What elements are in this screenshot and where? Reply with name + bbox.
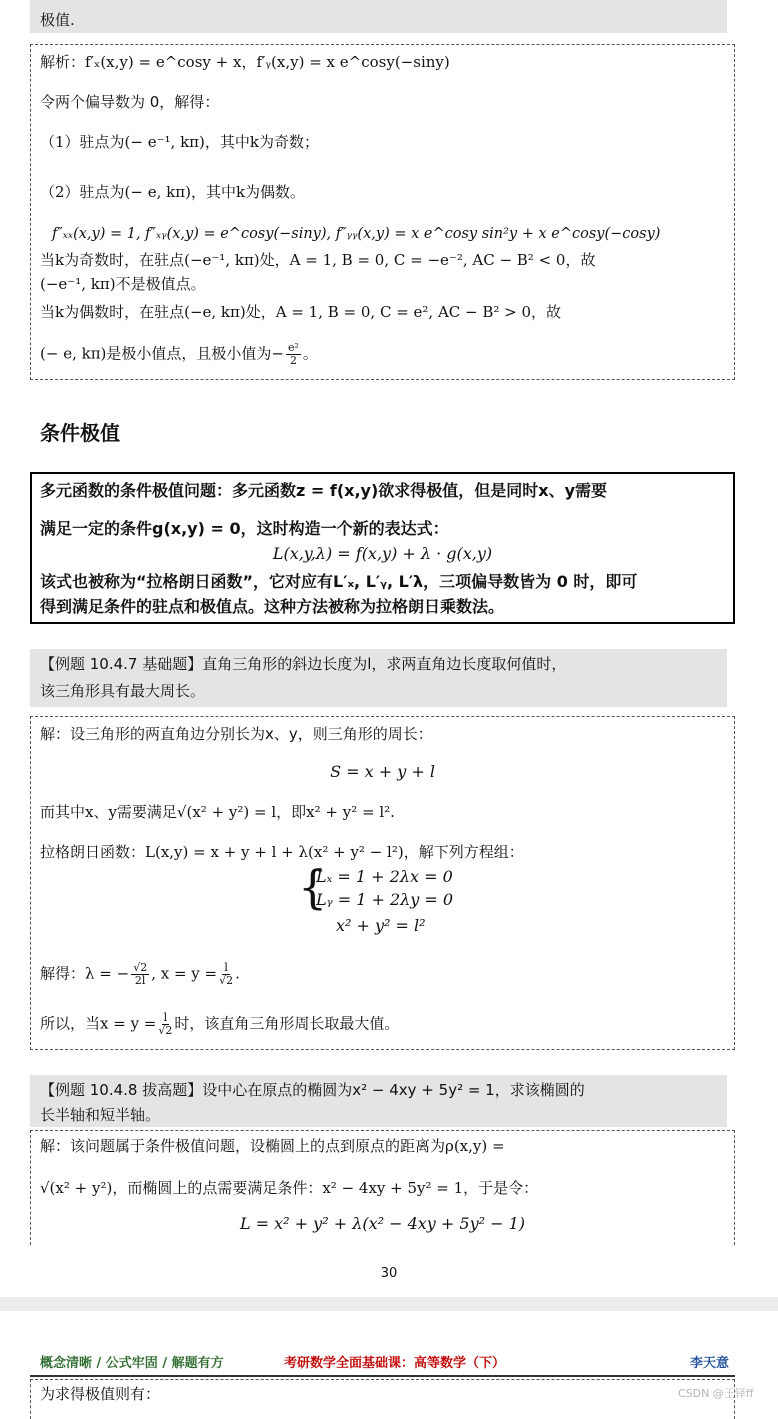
sol2-conclusion-fraction <box>158 1012 172 1037</box>
sol1-odd-case: 当k为奇数时，在驻点(−e⁻¹, kπ)处，A = 1, B = 0, C = −e⁻², AC − B² < 0，故 <box>40 251 596 269</box>
sol2-conclusion-num: l <box>163 1011 168 1024</box>
sol3-lagrange: L = x² + y² + λ(x² − 4xy + 5y² − 1) <box>239 1214 526 1233</box>
sol2-conclusion-den: √2 <box>158 1024 173 1037</box>
sol2-xy-den: √2 <box>219 974 234 987</box>
sol1-even-conclusion <box>40 342 318 367</box>
sol1-second-derivatives: f″ₓₓ(x,y) = 1, f″ₓᵧ(x,y) = e^cosy(−siny), f″ᵧᵧ(x,y) = x e^cosy sin²y + x e^cosy(−cosy) <box>52 226 661 242</box>
sol2-constraint: 而其中x、y需要满足√(x² + y²) = l，即x² + y² = l². <box>40 803 395 821</box>
sol1-min-den: 2 <box>289 354 297 367</box>
sol1-stationary-odd: （1）驻点为(− e⁻¹, kπ)，其中k为奇数； <box>40 133 319 151</box>
sol2-eq-1: Lₓ = 1 + 2λx = 0 <box>316 867 453 886</box>
concept-line-5: 得到满足条件的驻点和极值点。这种方法被称为拉格朗日乘数法。 <box>40 597 505 616</box>
next-line-1: 为求得极值则有： <box>40 1385 161 1403</box>
sol2-xy-fraction <box>219 962 233 987</box>
next-header-rule <box>30 1375 735 1377</box>
sol2-solution <box>40 962 240 987</box>
sol2-conclusion <box>40 1012 399 1037</box>
sol2-lambda-num: √2 <box>133 961 148 974</box>
sol1-odd-conclusion: (−e⁻¹, kπ)不是极值点。 <box>40 275 206 293</box>
concept-lagrange-formula: L(x,y,λ) = f(x,y) + λ · g(x,y) <box>272 544 493 563</box>
sol2-lambda-den: 2l <box>134 974 146 987</box>
sol2-xy-num: l <box>224 961 228 974</box>
sol2-eq-2: Lᵧ = 1 + 2λy = 0 <box>316 890 454 909</box>
section-title: 条件极值 <box>40 421 120 445</box>
sol1-set-zero: 令两个偏导数为 0，解得： <box>40 93 220 111</box>
sol2-perimeter: S = x + y + l <box>330 762 435 781</box>
sol1-min-value-fraction <box>286 342 301 367</box>
concept-line-2: 满足一定的条件g(x,y) = 0，这时构造一个新的表达式： <box>40 519 449 538</box>
sol2-eq-3: x² + y² = l² <box>336 916 426 935</box>
sol2-solution-mid: , x = y = <box>151 964 218 983</box>
page-number: 30 <box>380 1266 398 1281</box>
page-separator <box>0 1297 778 1311</box>
sol2-conclusion-tail: 时，该直角三角形周长取最大值。 <box>174 1014 400 1033</box>
sol2-solution-end: . <box>235 964 240 983</box>
sol3-line-2: √(x² + y²)，而椭圆上的点需要满足条件：x² − 4xy + 5y² = 1，于是令： <box>40 1179 539 1197</box>
prev-example-band <box>30 0 727 33</box>
sol3-line-1: 解：该问题属于条件极值问题，设椭圆上的点到原点的距离为ρ(x,y) = <box>40 1137 505 1155</box>
sol1-even-case: 当k为偶数时，在驻点(−e, kπ)处，A = 1, B = 0, C = e², AC − B² > 0，故 <box>40 303 562 321</box>
sol1-partial-derivatives: 解析：f′ₓ(x,y) = e^cosy + x，f′ᵧ(x,y) = x e^cosy(−siny) <box>40 53 450 71</box>
watermark: CSDN @王铎ff <box>678 1387 754 1400</box>
sol2-lagrange: 拉格朗日函数：L(x,y) = x + y + l + λ(x² + y² − l²)，解下列方程组： <box>40 843 524 861</box>
sol2-setup: 解：设三角形的两直角边分别长为x、y，则三角形的周长： <box>40 725 433 743</box>
next-header-right: 李天意 <box>690 1356 730 1371</box>
concept-line-4: 该式也被称为“拉格朗日函数”，它对应有L′ₓ, L′ᵧ, L′λ，三项偏导数皆为 0 时，即可 <box>40 572 638 591</box>
sol1-even-conclusion-text: (− e, kπ)是极小值点，且极小值为− <box>40 344 284 363</box>
sol2-conclusion-lead: 所以，当x = y = <box>40 1014 157 1033</box>
sol2-system-brace: { <box>298 860 328 914</box>
sol2-solution-lead: 解得：λ = − <box>40 964 130 983</box>
example-1-line-1: 【例题 10.4.7 基础题】直角三角形的斜边长度为l，求两直角边长度取何值时， <box>40 655 567 673</box>
sol1-period: 。 <box>302 344 318 363</box>
sol2-lambda-fraction <box>131 962 149 987</box>
example-1-line-2: 该三角形具有最大周长。 <box>40 682 206 700</box>
next-header-center: 考研数学全面基础课：高等数学（下） <box>284 1356 506 1371</box>
sol1-stationary-even: （2）驻点为(− e, kπ)，其中k为偶数。 <box>40 183 306 201</box>
next-header-left: 概念清晰 / 公式牢固 / 解题有方 <box>40 1356 224 1371</box>
example-2-line-1: 【例题 10.4.8 拔高题】设中心在原点的椭圆为x² − 4xy + 5y² = 1，求该椭圆的 <box>40 1081 585 1099</box>
example-2-line-2: 长半轴和短半轴。 <box>40 1106 161 1124</box>
sol1-min-num: e² <box>287 341 299 354</box>
prev-example-tail: 极值. <box>40 11 75 29</box>
concept-line-1: 多元函数的条件极值问题：多元函数z = f(x,y)欲求得极值，但是同时x、y需要 <box>40 481 608 500</box>
